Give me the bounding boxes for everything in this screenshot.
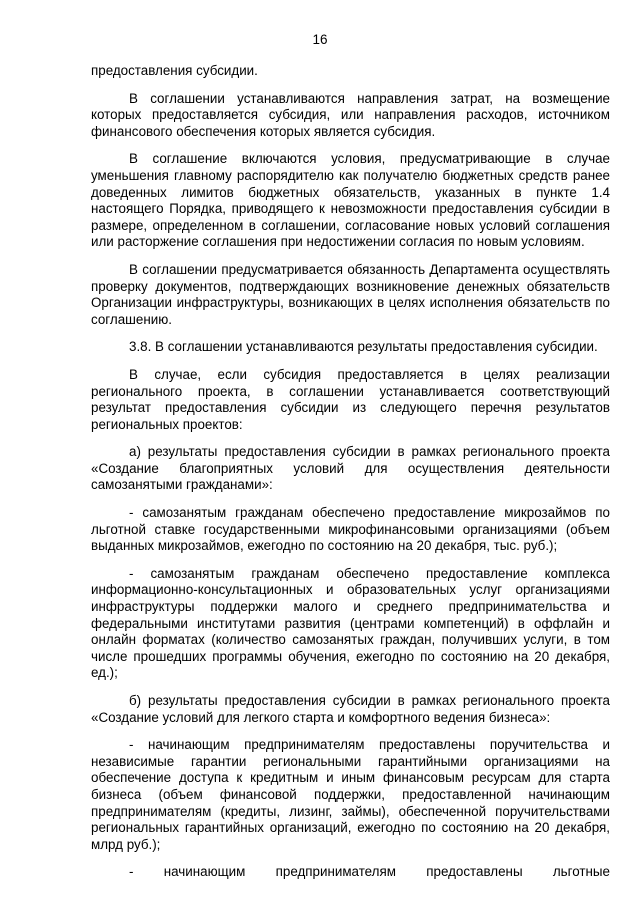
paragraph-continuation: предоставления субсидии. bbox=[91, 63, 258, 78]
paragraph-guarantees: - начинающим предпринимателям предоставлены поручительства и независимые гарантии региональными гарантийными организациями на обеспечение доступа к кредитным и иным финансовым ресурсам для старта бизнеса (объем финансовой поддержки, предоставленной начинающим предпринимателям (кредиты, лизинг, займы), обеспеченной поручительствами региональных гарантийных организаций, ежегодно по состоянию на 20 декабря, млрд руб.); bbox=[91, 737, 610, 852]
paragraph-cost-directions: В соглашении устанавливаются направления затрат, на возмещение которых предоставляется субсидия, или направления расходов, источником финансового обеспечения которых является субсидия. bbox=[91, 90, 610, 139]
page-number: 16 bbox=[312, 32, 328, 47]
paragraph-item-b: б) результаты предоставления субсидии в рамках регионального проекта «Создание условий для легкого старта и комфортного ведения бизнеса»: bbox=[91, 693, 610, 725]
paragraph-department-obligation: В соглашении предусматривается обязанность Департамента осуществлять проверку документов, подтверждающих возникновение денежных обязательств Организации инфраструктуры, возникающих в целях исполнения обязательств по соглашению. bbox=[91, 261, 610, 327]
paragraph-limit-reduction: В соглашение включаются условия, предусматривающие в случае уменьшения главному распорядителю как получателю бюджетных средств ранее доведенных лимитов бюджетных обязательств, указанных в пункте 1.4 настоящего Порядка, приводящего к невозможности предоставления субсидии в размере, определенном в соглашении, согласование новых условий соглашения или расторжение соглашения при недостижении согласия по новым условиям. bbox=[91, 151, 610, 250]
document-body bbox=[91, 63, 610, 881]
paragraph-regional-project: В случае, если субсидия предоставляется в целях реализации регионального проекта, в соглашении устанавливается соответствующий результат предоставления субсидии из следующего перечня результатов региональных проектов: bbox=[91, 366, 610, 432]
paragraph-item-a: а) результаты предоставления субсидии в рамках регионального проекта «Создание благоприятных условий для осуществления деятельности самозанятыми гражданами»: bbox=[91, 444, 610, 493]
paragraph-consulting-services: - самозанятым гражданам обеспечено предоставление комплекса информационно-консультационных и образовательных услуг организациями инфраструктуры поддержки малого и среднего предпринимательства и федеральными институтами развития (центрами компетенций) в оффлайн и онлайн форматах (количество самозанятых граждан, получивших услуги, в том числе прошедших программы обучения, ежегодно по состоянию на 20 декабря, ед.); bbox=[91, 565, 610, 681]
paragraph-clause-3-8: 3.8. В соглашении устанавливаются результаты предоставления субсидии. bbox=[129, 339, 598, 355]
paragraph-preferential: - начинающим предпринимателям предоставлены льготные bbox=[129, 864, 610, 880]
paragraph-microloans: - самозанятым гражданам обеспечено предоставление микрозаймов по льготной ставке государственными микрофинансовыми организациями (объем выданных микрозаймов, ежегодно по состоянию на 20 декабря, тыс. руб.); bbox=[91, 505, 610, 554]
